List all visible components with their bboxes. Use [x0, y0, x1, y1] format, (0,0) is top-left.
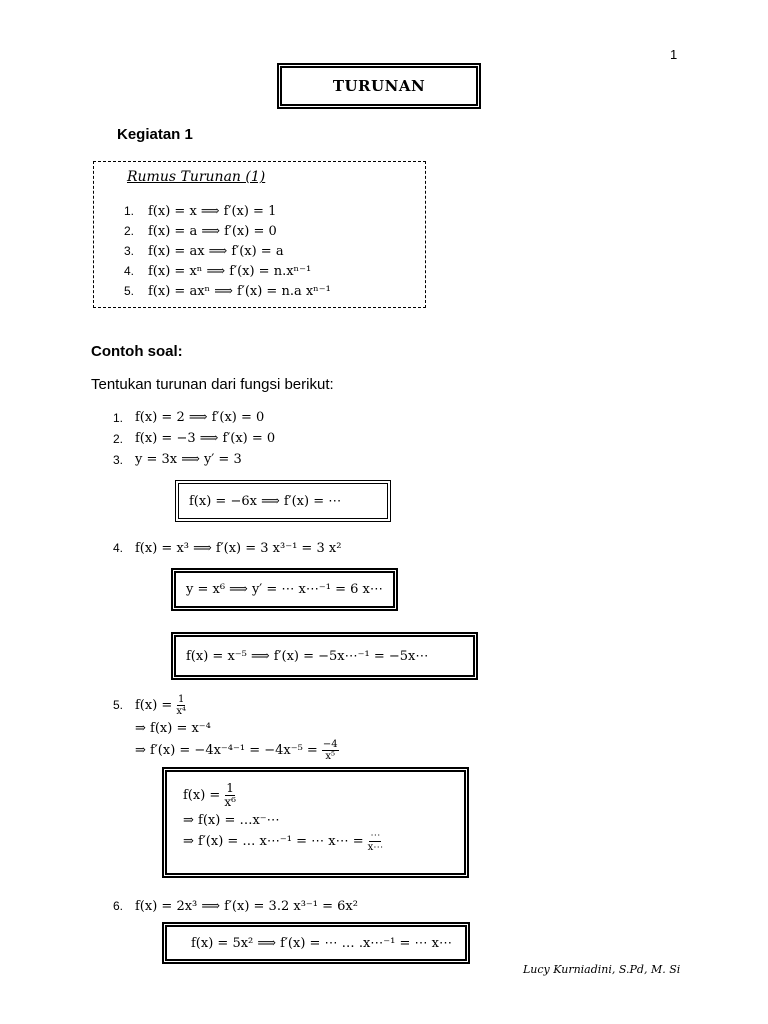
example-6: 6. f(x) = 2x³ ⟹ f′(x) = 3.2 x³⁻¹ = 6x² — [113, 898, 358, 914]
list-item: 1. f(x) = 2 ⟹ f′(x) = 0 — [113, 410, 265, 425]
exercise-box-1: f(x) = −6x ⟹ f′(x) = ⋯ — [175, 480, 391, 522]
activity-label: Kegiatan 1 — [117, 126, 193, 143]
examples-heading: Contoh soal: — [91, 343, 183, 360]
exercise-box-2: y = x⁶ ⟹ y′ = ⋯ x⋯⁻¹ = 6 x⋯ — [171, 568, 398, 611]
exercise-box-3: f(x) = x⁻⁵ ⟹ f′(x) = −5x⋯⁻¹ = −5x⋯ — [171, 632, 478, 680]
rules-heading: Rumus Turunan (1) — [127, 169, 266, 185]
list-item: 2. f(x) = −3 ⟹ f′(x) = 0 — [113, 431, 276, 446]
fraction: $\frac{1}{\text{x⁴}}$ — [176, 693, 186, 717]
example-4: 4. f(x) = x³ ⟹ f′(x) = 3 x³⁻¹ = 3 x² — [113, 540, 342, 556]
examples-list — [113, 407, 275, 470]
list-item: 2. f(x) = a ⟹ f′(x) = 0 — [124, 223, 277, 239]
fraction: $\frac{-4}{\text{x⁵}}$ — [322, 738, 338, 762]
rules-list — [124, 201, 331, 301]
instruction-text: Tentukan turunan dari fungsi berikut: — [91, 376, 334, 393]
fraction: $\frac{1}{\text{x⁶}}$ — [224, 780, 236, 809]
list-item: 1. f(x) = x ⟹ f′(x) = 1 — [124, 203, 277, 219]
fraction: $\frac{\cdots}{x\cdots}$ — [367, 829, 384, 853]
list-item: 4. f(x) = xⁿ ⟹ f′(x) = n.xⁿ⁻¹ — [124, 263, 312, 279]
exercise-box-4: f(x) = $\frac{1}{\text{x⁶}}$ ⇒ f(x) = …x⁻⋯ ⇒ f′(x) = … x⋯⁻¹ = ⋯ x⋯ = $\frac{\cdots}{x\cdots}$ — [162, 767, 469, 878]
exercise-box-5: f(x) = 5x² ⟹ f′(x) = ⋯ … .x⋯⁻¹ = ⋯ x⋯ — [162, 922, 470, 964]
example-5: 5. f(x) = $\frac{1}{\text{x⁴}}$ ⇒ f(x) = x⁻⁴ ⇒ f′(x) = −4x⁻⁴⁻¹ = −4x⁻⁵ = $\frac{-4}{\text{x⁵}}$ — [113, 693, 338, 762]
list-item: 5. f(x) = axⁿ ⟹ f′(x) = n.a xⁿ⁻¹ — [124, 283, 331, 299]
page-title: TURUNAN — [332, 77, 426, 95]
list-item: 3. f(x) = ax ⟹ f′(x) = a — [124, 243, 284, 259]
author-footer: Lucy Kurniadini, S.Pd, M. Si — [523, 963, 681, 976]
list-item: 3. y = 3x ⟹ y′ = 3 — [113, 452, 242, 467]
title-box — [277, 63, 481, 109]
page-number: 1 — [670, 47, 678, 62]
